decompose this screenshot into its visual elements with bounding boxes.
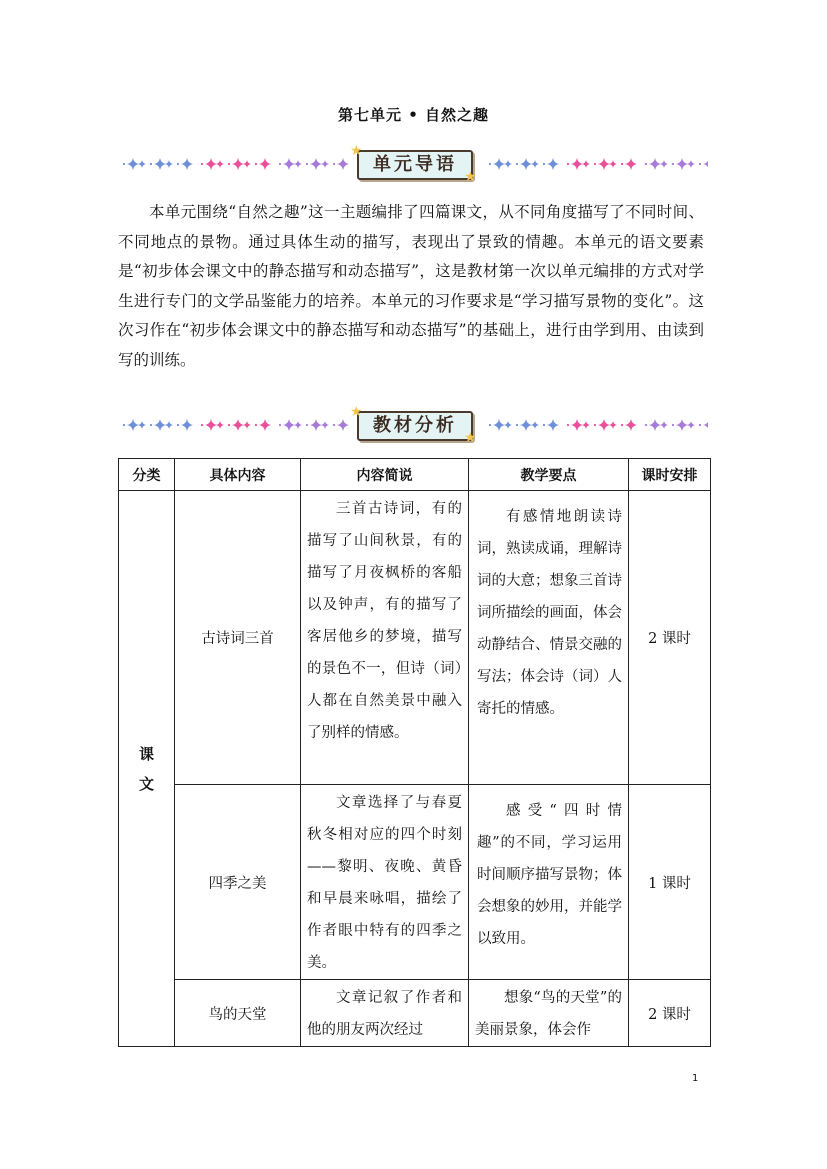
sparkle-icon: [660, 421, 668, 429]
dot-icon: [150, 163, 152, 165]
lesson-hours: 2 课时: [629, 980, 711, 1047]
dot-icon: [123, 163, 125, 165]
sparkle-icon: [493, 419, 505, 431]
dot-icon: [201, 424, 203, 426]
dot-icon: [489, 424, 491, 426]
dot-icon: [543, 424, 545, 426]
lesson-name: 四季之美: [175, 785, 301, 980]
dot-icon: [228, 424, 230, 426]
sparkle-icon: [625, 419, 637, 431]
dot-icon: [279, 163, 281, 165]
sparkle-icon: [660, 160, 668, 168]
banner-intro: [118, 144, 708, 184]
dot-icon: [699, 424, 701, 426]
sparkle-icon: [181, 419, 193, 431]
sparkle-icon: [676, 158, 688, 170]
sparkle-icon: [687, 421, 695, 429]
sparkle-icon: [165, 421, 173, 429]
sparkle-icon: [598, 419, 610, 431]
sparkle-icon: [321, 160, 329, 168]
dot-icon: [489, 163, 491, 165]
sparkle-icon: [165, 160, 173, 168]
dot-icon: [645, 424, 647, 426]
dot-icon: [306, 424, 308, 426]
sparkle-icon: [127, 158, 139, 170]
sparkle-icon: [243, 160, 251, 168]
dot-icon: [150, 424, 152, 426]
sparkle-icon: [493, 158, 505, 170]
lesson-hours: 2 课时: [629, 491, 711, 785]
lesson-summary: 文章记叙了作者和他的朋友两次经过: [301, 980, 469, 1047]
star-icon: ★: [350, 143, 363, 159]
sparkle-icon: [216, 160, 224, 168]
table-row: [119, 785, 711, 980]
textbook-analysis-table: [118, 458, 711, 1047]
sparkle-icon: [181, 158, 193, 170]
sparkle-icon: [310, 419, 322, 431]
sparkle-icon: [547, 158, 559, 170]
page-number: 1: [692, 1073, 699, 1084]
dot-icon: [594, 424, 596, 426]
sparkle-icon: [321, 421, 329, 429]
sparkle-icon: [598, 158, 610, 170]
dot-icon: [177, 163, 179, 165]
sparkle-icon: [259, 158, 271, 170]
sparkle-icon: [154, 158, 166, 170]
sparkle-icon: [571, 158, 583, 170]
dot-icon: [567, 163, 569, 165]
star-icon: ★: [464, 430, 477, 446]
dot-icon: [567, 424, 569, 426]
sparkle-icon: [205, 419, 217, 431]
dot-icon: [201, 163, 203, 165]
lesson-summary: 三首古诗词，有的描写了山间秋景，有的描写了月夜枫桥的客船以及钟声，有的描写了客居他乡的梦境，描写的景色不一，但诗（词）人都在自然美景中融入了别样的情感。: [301, 491, 469, 785]
dot-icon: [645, 163, 647, 165]
dot-icon: [516, 163, 518, 165]
header-category: 分类: [119, 459, 175, 491]
star-icon: ★: [350, 404, 363, 420]
sparkle-icon: [504, 160, 512, 168]
dot-icon: [672, 163, 674, 165]
table-row: [119, 980, 711, 1047]
dot-icon: [255, 424, 257, 426]
dot-icon: [621, 163, 623, 165]
sparkle-icon: [259, 419, 271, 431]
sparkle-icon: [582, 421, 590, 429]
teaching-points: 感受“四时情趣”的不同，学习运用时间顺序描写景物；体会想象的妙用，并能学以致用。: [469, 785, 629, 980]
lesson-name: 古诗词三首: [175, 491, 301, 785]
sparkle-icon: [232, 158, 244, 170]
lesson-hours: 1 课时: [629, 785, 711, 980]
category-label: 课 文: [139, 744, 155, 793]
dot-icon: [255, 163, 257, 165]
sparkle-icon: [625, 158, 637, 170]
sparkle-icon: [571, 419, 583, 431]
dot-icon: [177, 424, 179, 426]
sparkle-icon: [337, 419, 349, 431]
sparkle-icon: [294, 421, 302, 429]
sparkle-icon: [138, 160, 146, 168]
sparkle-icon: [531, 421, 539, 429]
sparkle-icon: [703, 158, 708, 170]
banner-intro-label: 单元导语: [357, 150, 473, 180]
header-summary: 内容简说: [301, 459, 469, 491]
star-icon: ★: [464, 169, 477, 185]
dot-icon: [594, 163, 596, 165]
sparkle-icon: [283, 158, 295, 170]
dot-icon: [123, 424, 125, 426]
sparkle-icon: [243, 421, 251, 429]
sparkle-icon: [520, 419, 532, 431]
sparkle-icon: [649, 419, 661, 431]
sparkle-icon: [676, 419, 688, 431]
category-cell: [119, 491, 175, 1047]
sparkle-icon: [609, 421, 617, 429]
unit-intro-text: 本单元围绕“自然之趣”这一主题编排了四篇课文，从不同角度描写了不同时间、不同地点的景物。通过具体生动的描写，表现出了景致的情趣。本单元的语文要素是“初步体会课文中的静态描写和动态描写”，这是教材第一次以单元编排的方式对学生进行专门的文学品鉴能力的培养。本单元的习作要求是“学习描写景物的变化”。这次习作在“初步体会课文中的静态描写和动态描写”的基础上，进行由学到用、由读到写的训练。: [118, 203, 704, 369]
sparkle-icon: [531, 160, 539, 168]
dot-icon: [699, 163, 701, 165]
dot-icon: [543, 163, 545, 165]
dot-icon: [333, 163, 335, 165]
banner-analysis-label: 教材分析: [357, 411, 473, 441]
dot-icon: [516, 424, 518, 426]
dot-icon: [306, 163, 308, 165]
teaching-points: 想象“鸟的天堂”的美丽景象，体会作: [469, 980, 629, 1047]
sparkle-icon: [138, 421, 146, 429]
sparkle-icon: [582, 160, 590, 168]
sparkle-icon: [609, 160, 617, 168]
sparkle-icon: [520, 158, 532, 170]
table-row: [119, 491, 711, 785]
sparkle-icon: [283, 419, 295, 431]
lesson-name: 鸟的天堂: [175, 980, 301, 1047]
sparkle-icon: [232, 419, 244, 431]
header-content: 具体内容: [175, 459, 301, 491]
dot-icon: [333, 424, 335, 426]
sparkle-icon: [703, 419, 708, 431]
banner-analysis: [118, 405, 708, 445]
sparkle-icon: [687, 160, 695, 168]
sparkle-icon: [216, 421, 224, 429]
sparkle-icon: [154, 419, 166, 431]
page-title: 第七单元 • 自然之趣: [337, 106, 490, 124]
lesson-summary: 文章选择了与春夏秋冬相对应的四个时刻——黎明、夜晚、黄昏和早晨来咏唱，描绘了作者眼中特有的四季之美。: [301, 785, 469, 980]
sparkle-icon: [649, 158, 661, 170]
sparkle-icon: [310, 158, 322, 170]
header-teaching-points: 教学要点: [469, 459, 629, 491]
dot-icon: [621, 424, 623, 426]
table-header-row: [119, 459, 711, 491]
sparkle-icon: [205, 158, 217, 170]
sparkle-icon: [337, 158, 349, 170]
sparkle-icon: [127, 419, 139, 431]
dot-icon: [672, 424, 674, 426]
teaching-points: 有感情地朗读诗词，熟读成诵，理解诗词的大意；想象三首诗词所描绘的画面，体会动静结合、情景交融的写法；体会诗（词）人寄托的情感。: [469, 491, 629, 785]
sparkle-icon: [547, 419, 559, 431]
sparkle-icon: [294, 160, 302, 168]
sparkle-icon: [504, 421, 512, 429]
dot-icon: [228, 163, 230, 165]
dot-icon: [279, 424, 281, 426]
header-hours: 课时安排: [629, 459, 711, 491]
